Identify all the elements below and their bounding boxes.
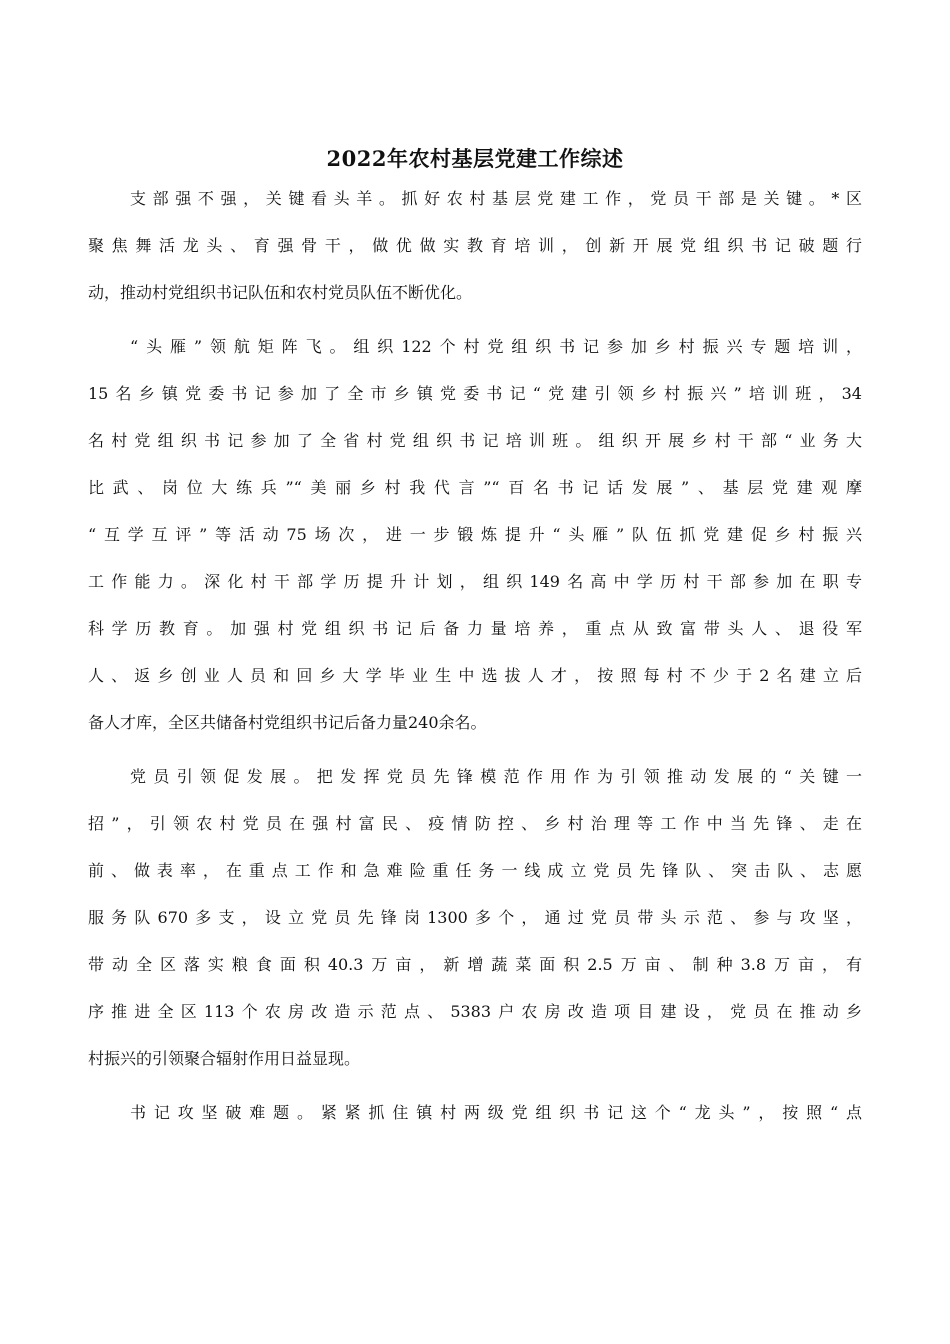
text-line: 15名乡镇党委书记参加了全市乡镇党委书记“党建引领乡村振兴”培训班，34 xyxy=(88,384,862,403)
text-line: 支部强不强，关键看头羊。抓好农村基层党建工作，党员干部是关键。*区 xyxy=(130,189,862,208)
paragraph xyxy=(88,186,862,327)
text-line: 服务队670多支，设立党员先锋岗1300多个，通过党员带头示范、参与攻坚， xyxy=(88,908,862,927)
text-line: 科学历教育。加强村党组织书记后备力量培养，重点从致富带头人、退役军 xyxy=(88,619,862,638)
paragraph xyxy=(88,764,862,1093)
text-line: 村振兴的引领聚合辐射作用日益显现。 xyxy=(88,1049,361,1068)
text-line: 备人才库，全区共储备村党组织书记后备力量240余名。 xyxy=(88,713,487,732)
text-line: 聚焦舞活龙头、育强骨干，做优做实教育培训，创新开展党组织书记破题行 xyxy=(88,236,862,255)
text-line: 序推进全区113个农房改造示范点、5383户农房改造项目建设，党员在推动乡 xyxy=(88,1002,862,1021)
text-line: 人、返乡创业人员和回乡大学毕业生中选拔人才，按照每村不少于2名建立后 xyxy=(88,666,862,685)
text-line: 党员引领促发展。把发挥党员先锋模范作用作为引领推动发展的“关键一 xyxy=(130,767,862,786)
text-line: 动，推动村党组织书记队伍和农村党员队伍不断优化。 xyxy=(88,283,473,302)
text-line: 比武、岗位大练兵”“美丽乡村我代言”“百名书记话发展”、基层党建观摩 xyxy=(88,478,862,497)
text-line: 工作能力。深化村干部学历提升计划，组织149名高中学历村干部参加在职专 xyxy=(88,572,862,591)
text-line: 招”，引领农村党员在强村富民、疫情防控、乡村治理等工作中当先锋、走在 xyxy=(88,814,862,833)
document-title: 2022年农村基层党建工作综述 xyxy=(326,146,624,171)
text-line: “头雁”领航矩阵飞。组织122个村党组织书记参加乡村振兴专题培训， xyxy=(130,337,862,356)
document-body xyxy=(88,186,862,1147)
text-line: 带动全区落实粮食面积40.3万亩，新增蔬菜面积2.5万亩、制种3.8万亩，有 xyxy=(88,955,862,974)
text-line: 名村党组织书记参加了全省村党组织书记培训班。组织开展乡村干部“业务大 xyxy=(88,431,862,450)
paragraph xyxy=(88,1100,862,1147)
text-line: 前、做表率，在重点工作和急难险重任务一线成立党员先锋队、突击队、志愿 xyxy=(88,861,862,880)
text-line: “互学互评”等活动75场次，进一步锻炼提升“头雁”队伍抓党建促乡村振兴 xyxy=(88,525,862,544)
paragraph xyxy=(88,334,862,757)
text-line: 书记攻坚破难题。紧紧抓住镇村两级党组织书记这个“龙头”，按照“点 xyxy=(130,1103,862,1122)
